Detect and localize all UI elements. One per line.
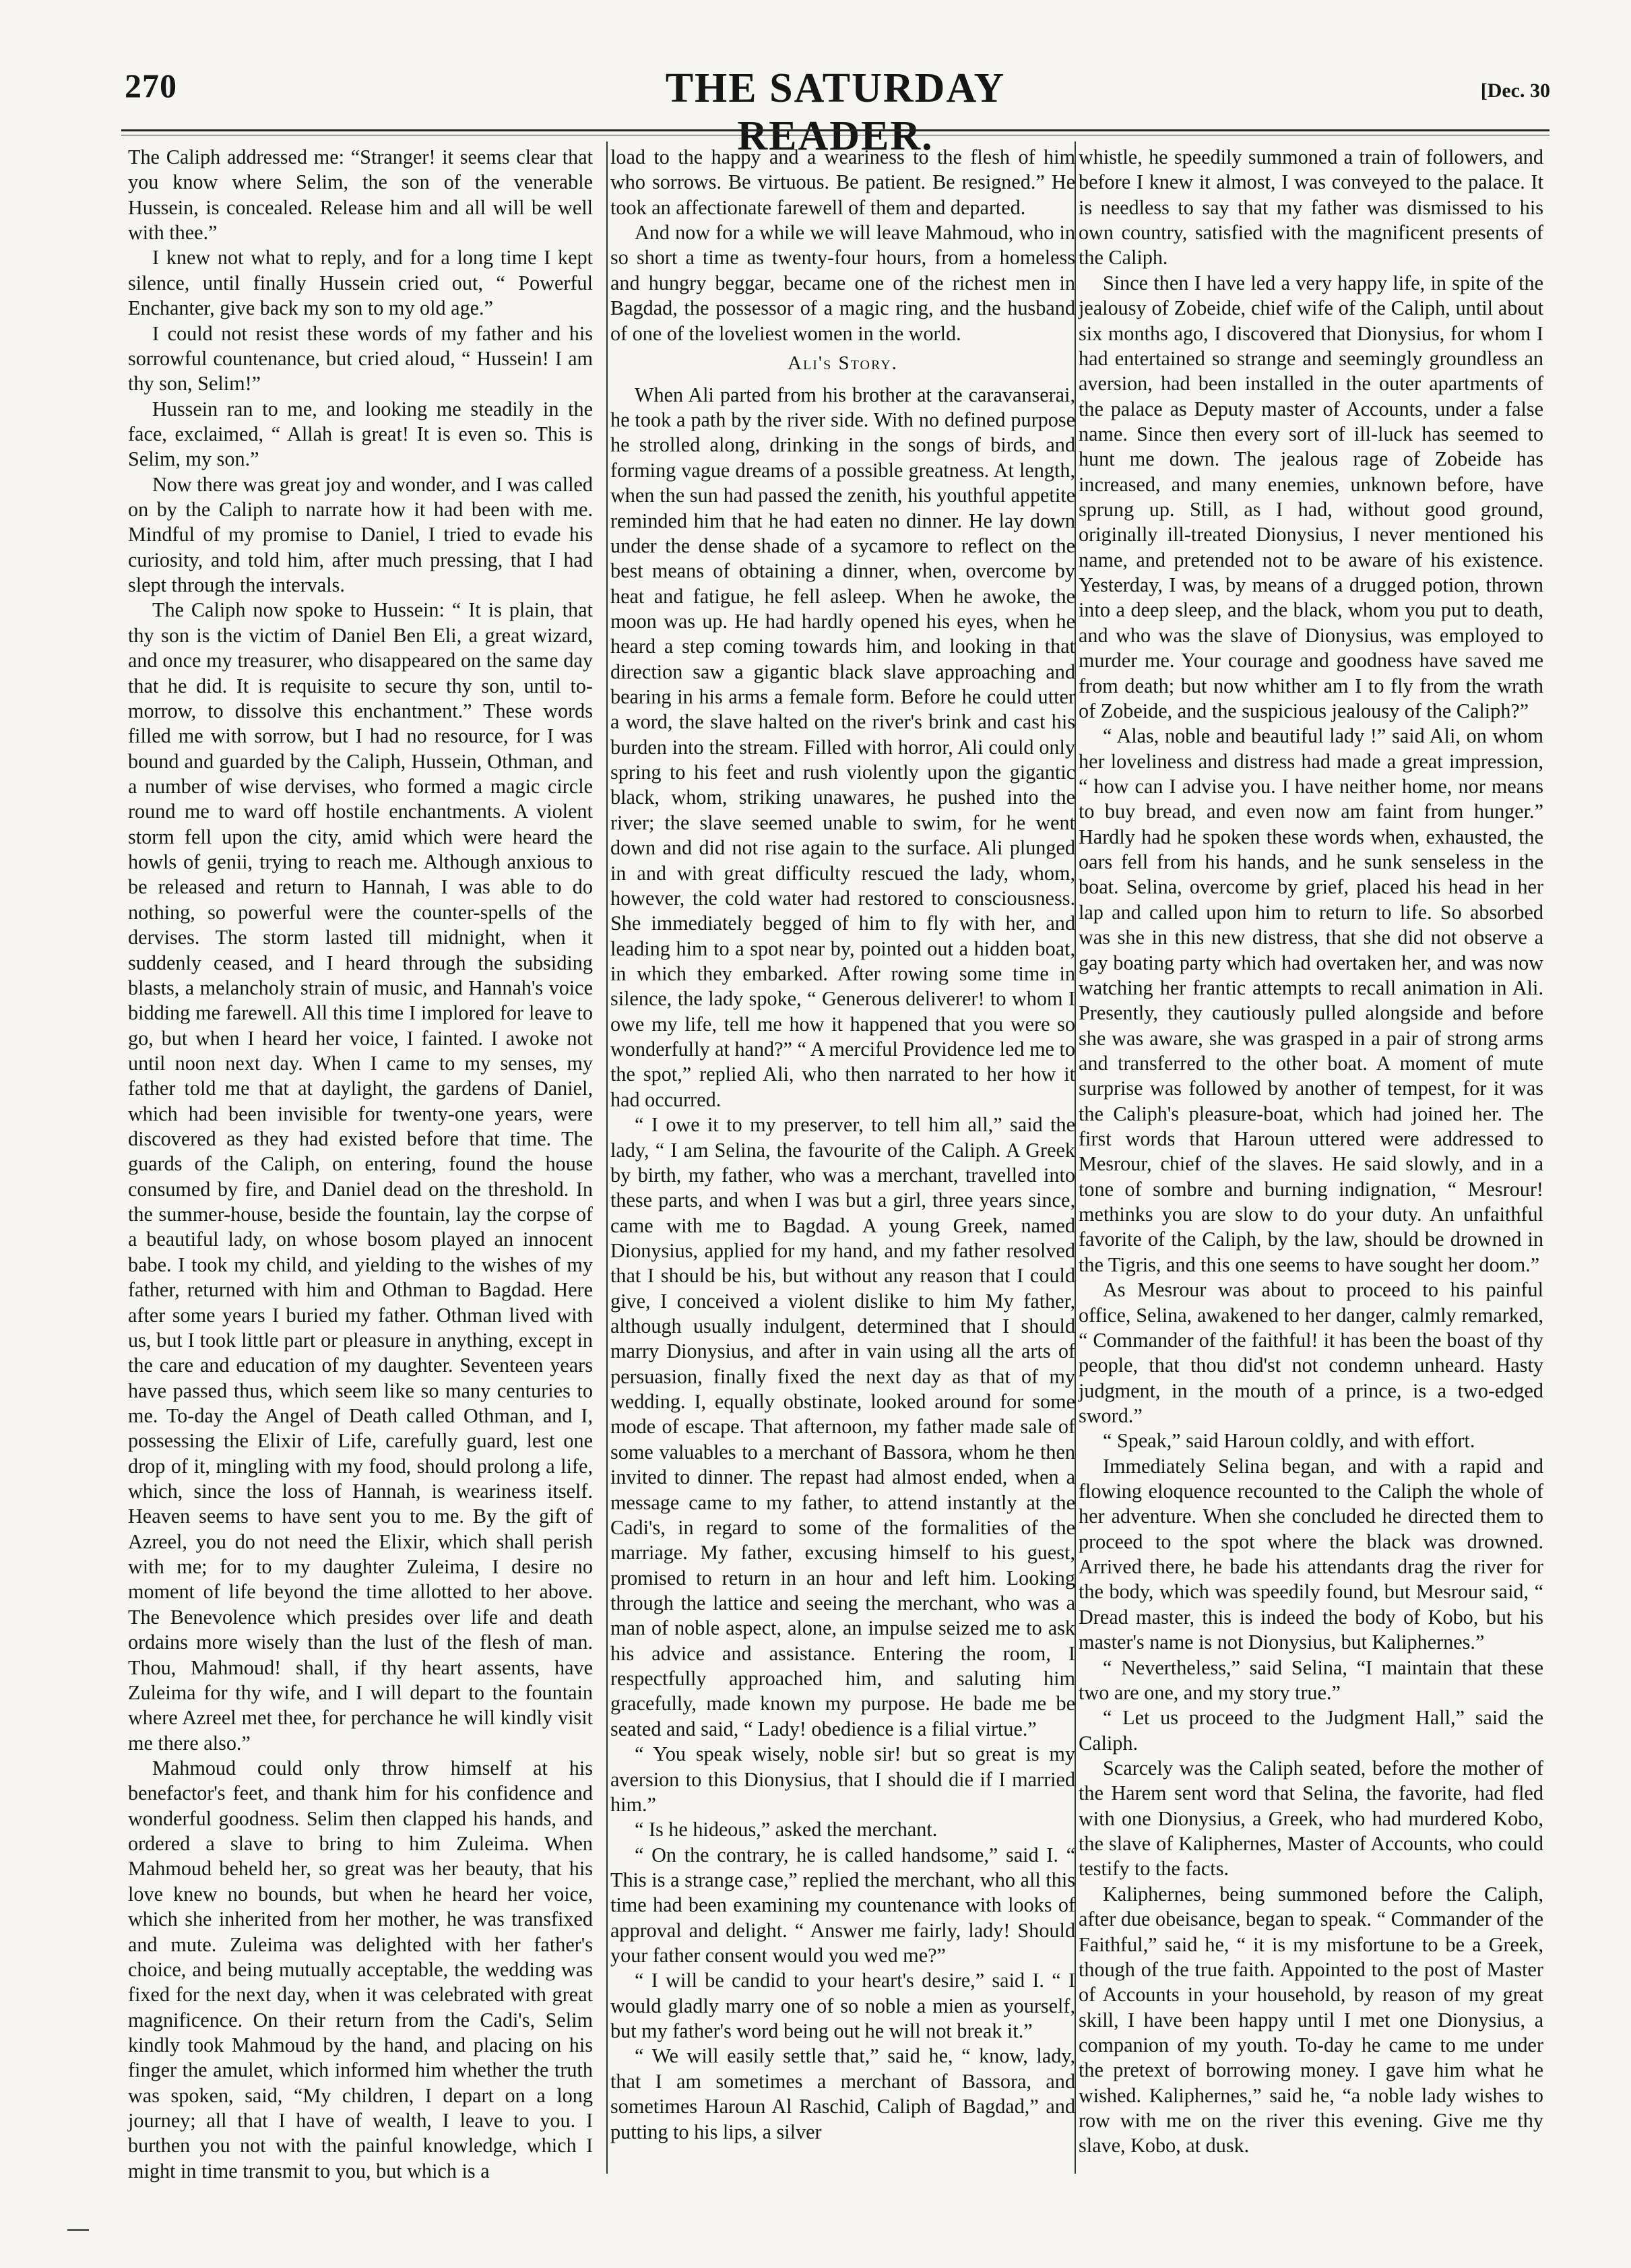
paragraph: Since then I have led a very happy life, in spite of the jealousy of Zobeide, chief wife of the Caliph, until about six months ago, I discovered that Dionysius, for whom I had entertained so strange and seemingly groundless an aversion, had been installed in the outer apartments of the palace as Deputy master of Accounts, under a false name. Since then every sort of ill-luck has seemed to hunt me down. The jealous rage of Zobeide has increased, and many enemies, unknown before, have sprung up. Still, as I had, without good ground, originally ill-treated Dionysius, I never mentioned his name, and pretended not to be aware of his existence. Yesterday, I was, by means of a drugged potion, thrown into a deep sleep, and the black, whom you put to death, and who was the slave of Dionysius, was employed to murder me. Your courage and goodness have saved me from death; but now whither am I to fly from the wrath of Zobeide, and the suspicious jealousy of the Caliph?” xyxy=(1079,271,1543,722)
paragraph: Kaliphernes, being summoned before the Caliph, after due obeisance, began to speak. “ Commander of the Faithful,” said he, “ it is my misfortune to be a Greek, though of the true faith. Appointed to the post of Master of Accounts in your household, by reason of my great skill, I have been happy until I met one Dionysius, a companion of my youth. To-day he came to me under the pretext of borrowing money. I gave him what he wished. Kaliphernes,” said he, “a noble lady wishes to row with me on the river this evening. Give me thy slave, Kobo, at dusk. xyxy=(1079,1882,1543,2157)
paragraph: “ On the contrary, he is called handsome,” said I. “ This is a strange case,” replied the merchant, who all this time had been examining my countenance with looks of approval and delight. “ Answer me fairly, lady! Should your father consent would you wed me?” xyxy=(610,1843,1075,1967)
paragraph: “ We will easily settle that,” said he, “ know, lady, that I am sometimes a merchant of Bassora, and sometimes Haroun Al Raschid, Caliph of Bagdad,” and putting to his lips, a silver xyxy=(610,2044,1075,2143)
paragraph: The Caliph now spoke to Hussein: “ It is plain, that thy son is the victim of Daniel Ben Eli, a great wizard, and once my treasurer, who disappeared on the same day that he did. It is requisite to secure thy son, until to-morrow, to dissolve this enchantment.” These words filled me with sorrow, but I had no resource, for I was bound and guarded by the Caliph, Hussein, Othman, and a number of wise dervises, who formed a magic circle round me to ward off hostile enchantments. A violent storm fell upon the city, amid which were heard the howls of genii, trying to reach me. Although anxious to be released and return to Hannah, I was able to do nothing, so powerful were the counter-spells of the dervises. The storm lasted till midnight, when it suddenly ceased, and I heard through the subsiding blasts, a melancholy strain of music, and Hannah's voice bidding me farewell. All this time I implored for leave to go, but when I heard her voice, I fainted. I awoke not until noon next day. When I came to my senses, my father told me that at daylight, the gardens of Daniel, which had been invisible for twenty-one years, were discovered as they had existed before that time. The guards of the Caliph, on entering, found the house consumed by fire, and Daniel dead on the threshold. In the summer-house, beside the fountain, lay the corpse of a beautiful lady, on whose bosom played an innocent babe. I took my child, and yielding to the wishes of my father, returned with him and Othman to Bagdad. Here after some years I buried my father. Othman lived with us, but I took little part or pleasure in anything, except in the care and education of my daughter. Seventeen years have passed thus, which seem like so many centuries to me. To-day the Angel of Death called Othman, and I, possessing the Elixir of Life, carefully guard, lest one drop of it, mingling with my food, should prolong a life, which, since the loss of Hannah, is weariness itself. Heaven seems to have sent you to me. By the gift of Azreel, you do not need the Elixir, which shall perish with me; for to my daughter Zuleima, I desire no moment of life beyond the time allotted to her above. The Benevolence which presides over life and death ordains more wisely than the lust of the flesh of man. Thou, Mahmoud! shall, if thy heart assents, have Zuleima for thy wife, and I will depart to the fountain where Azreel met thee, for perchance he will kindly visit me there also.” xyxy=(128,598,593,1755)
paragraph: whistle, he speedily summoned a train of followers, and before I knew it almost, I was conveyed to the palace. It is needless to say that my father was dismissed to his own country, satisfied with the magnificent presents of the Caliph. xyxy=(1079,146,1543,270)
paragraph: And now for a while we will leave Mahmoud, who in so short a time as twenty-four hours, from a homeless and hungry beggar, became one of the richest men in Bagdad, the possessor of a magic ring, and the husband of one of the loveliest women in the world. xyxy=(610,221,1075,345)
margin-mark xyxy=(67,2229,89,2231)
header-rule xyxy=(121,129,1549,131)
paragraph: “ Let us proceed to the Judgment Hall,” said the Caliph. xyxy=(1079,1706,1543,1755)
text-column-2 xyxy=(610,145,1075,2166)
paragraph: “ You speak wisely, noble sir! but so great is my aversion to this Dionysius, that I should die if I married him.” xyxy=(610,1742,1075,1816)
paragraph: Scarcely was the Caliph seated, before the mother of the Harem sent word that Selina, the favorite, had fled with one Dionysius, a Greek, who had murdered Kobo, the slave of Kaliphernes, Master of Accounts, who could testify to the facts. xyxy=(1079,1757,1543,1881)
paragraph: Immediately Selina began, and with a rapid and flowing eloquence recounted to the Caliph the whole of her adventure. When she concluded he directed them to proceed to the spot where the black was drowned. Arrived there, he bade his attendants drag the river for the body, which was speedily found, but Mesrour said, “ Dread master, this is indeed the body of Kobo, but his master's name is not Dionysius, but Kaliphernes.” xyxy=(1079,1454,1543,1654)
paragraph: Mahmoud could only throw himself at his benefactor's feet, and thank him for his confidence and wonderful goodness. Selim then clapped his hands, and ordered a slave to bring to him Zuleima. When Mahmoud beheld her, so great was her beauty, that his love knew no bounds, but when he heard her voice, which she inherited from her mother, he was transfixed and mute. Zuleima was delighted with her father's choice, and being mutually acceptable, the wedding was fixed for the next day, when it was celebrated with great magnificence. On their return from the Cadi's, Selim kindly took Mahmoud by the hand, and placing on his finger the amulet, which informed him whether the truth was spoken, said, “My children, I depart on a long journey; all that I have of wealth, I leave to you. I burthen you not with the painful knowledge, which I might in time transmit to you, but which is a xyxy=(128,1757,593,2182)
text-column-1 xyxy=(128,145,593,2182)
paragraph: “ Is he hideous,” asked the merchant. xyxy=(635,1818,938,1841)
paragraph: Hussein ran to me, and looking me steadily in the face, exclaimed, “ Allah is great! It is even so. This is Selim, my son.” xyxy=(128,397,593,471)
paragraph: “ Speak,” said Haroun coldly, and with effort. xyxy=(1103,1429,1475,1453)
paragraph: “ Nevertheless,” said Selina, “I maintain that these two are one, and my story true.” xyxy=(1079,1656,1543,1704)
paragraph: “ I will be candid to your heart's desire,” said I. “ I would gladly marry one of so noble a mien as yourself, but my father's word being out he will not break it.” xyxy=(610,1969,1075,2043)
paragraph: “ Alas, noble and beautiful lady !” said Ali, on whom her loveliness and distress had made a great impression, “ how can I advise you. I have neither home, nor means to buy bread, and even now am faint from hunger.” Hardly had he spoken these words when, exhausted, the oars fell from his hands, and he sunk senseless in the boat. Selina, overcome by grief, placed his head in her lap and called upon him to return to life. So absorbed was she in this new distress, that she did not observe a gay boating party which had overtaken her, and was now watching her frantic attempts to recall animation in Ali. Presently, they cautiously pulled alongside and before she was aware, she was grasped in a pair of strong arms and transferred to the other boat. A moment of mute surprise was followed by another of tempest, for it was the Caliph's pleasure-boat, which had joined her. The first words that Haroun uttered were addressed to Mesrour, chief of the slaves. He said slowly, and in a tone of sombre and burning indignation, “ Mesrour! methinks you are slow to do your duty. An unfaithful favorite of the Caliph, by the law, should be drowned in the Tigris, and this one seems to have sought her doom.” xyxy=(1079,724,1543,1276)
paragraph: The Caliph addressed me: “Stranger! it seems clear that you know where Selim, the son of the venerable Hussein, is concealed. Release him and all will be well with thee.” xyxy=(128,146,593,245)
page-title: THE SATURDAY READER. xyxy=(665,65,1006,159)
page-number: 270 xyxy=(125,67,177,104)
paragraph: “ I owe it to my preserver, to tell him all,” said the lady, “ I am Selina, the favourite of the Caliph. A Greek by birth, my father, who was a merchant, travelled into these parts, and when I was but a girl, three years since, came with me to Bagdad. A young Greek, named Dionysius, applied for my hand, and my father resolved that I should be his, but without any reason that I could give, I conceived a violent dislike to him My father, although usually indulgent, determined that I should marry Dionysius, and after in vain using all the arts of persuasion, finally fixed the next day as that of my wedding. I, equally obstinate, looked around for some mode of escape. That afternoon, my father made sale of some valuables to a merchant of Bassora, whom he then invited to dinner. The repast had almost ended, when a message came to my father, to attend instantly at the Cadi's, in regard to some of the formalities of the marriage. My father, excusing himself to his guest, promised to return in an hour and left him. Looking through the lattice and seeing the merchant, who was a man of noble aspect, alone, an impulse seized me to ask his advice and assistance. Entering the room, I respectfully approached him, and saluting him gracefully, made known my purpose. He bade me be seated and said, “ Lady! obedience is a filial virtue.” xyxy=(610,1113,1075,1740)
paragraph: As Mesrour was about to proceed to his painful office, Selina, awakened to her danger, calmly remarked, “ Commander of the faithful! it has been the boast of thy people, that thou did'st not condemn unheard. Hasty judgment, in the mouth of a prince, is a two-edged sword.” xyxy=(1079,1278,1543,1427)
issue-date: [Dec. 30 xyxy=(1480,80,1550,102)
column-divider xyxy=(606,141,608,2174)
paragraph: Now there was great joy and wonder, and I was called on by the Caliph to narrate how it had been with me. Mindful of my promise to Daniel, I tried to evade his curiosity, and told him, after much pressing, that I had slept through the intervals. xyxy=(128,472,593,597)
section-heading: Ali's Story. xyxy=(788,352,898,374)
text-column-3 xyxy=(1079,145,1543,2166)
paragraph: When Ali parted from his brother at the caravanserai, he took a path by the river side. With no defined purpose he strolled along, drinking in the songs of birds, and forming vague dreams of a possible greatness. At length, when the sun had passed the zenith, his youthful appetite reminded him that he had eaten no dinner. He lay down under the dense shade of a sycamore to reflect on the best means of obtaining a dinner, when, overcome by heat and fatigue, he fell asleep. When he awoke, the moon was up. He had hardly opened his eyes, when he heard a step coming towards him, and looking in that direction saw a gigantic black slave approaching and bearing in his arms a female form. Before he could utter a word, the slave halted on the river's brink and cast his burden into the stream. Filled with horror, Ali could only spring to his feet and rush violently upon the gigantic black, whom, striking unawares, he pushed into the river; the slave seemed unable to swim, for he went down and did not rise again to the surface. Ali plunged in and with great difficulty rescued the lady, whom, however, the cold water had restored to consciousness. She immediately begged of him to fly with her, and leading him to a spot near by, pointed out a hidden boat, in which they embarked. After rowing some time in silence, the lady spoke, “ Generous deliverer! to whom I owe my life, tell me how it happened that you were so wonderfully at hand?” “ A merciful Providence led me to the spot,” replied Ali, who then narrated to her how it had occurred. xyxy=(610,383,1075,1111)
paragraph: load to the happy and a weariness to the flesh of him who sorrows. Be virtuous. Be patient. Be resigned.” He took an affectionate farewell of them and departed. xyxy=(610,146,1075,219)
paragraph: I could not resist these words of my father and his sorrowful countenance, but cried aloud, “ Hussein! I am thy son, Selim!” xyxy=(128,321,593,396)
paragraph: I knew not what to reply, and for a long time I kept silence, until finally Hussein cried out, “ Powerful Enchanter, give back my son to my old age.” xyxy=(128,246,593,320)
